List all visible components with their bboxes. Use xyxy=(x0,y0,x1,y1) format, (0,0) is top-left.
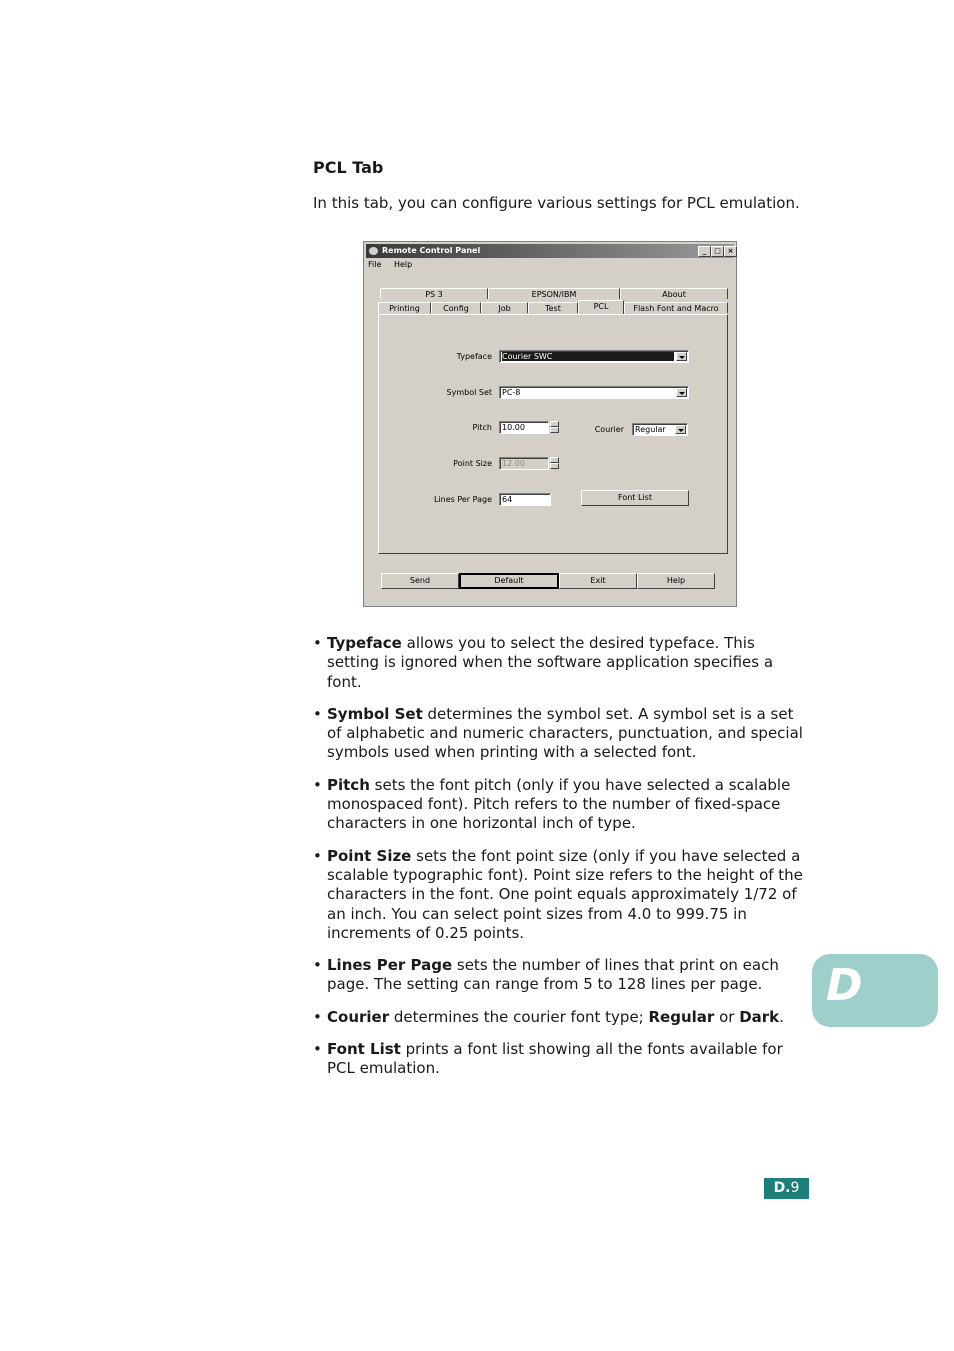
section-title: PCL Tab xyxy=(313,158,384,177)
tab-config[interactable]: Config xyxy=(431,302,481,313)
default-button[interactable]: Default xyxy=(459,573,559,589)
point-size-label: Point Size xyxy=(453,459,492,468)
list-item xyxy=(313,634,803,692)
list-item xyxy=(313,776,803,834)
term: Point Size xyxy=(327,846,412,865)
description: determines the symbol set. A symbol set is a set of alphabetic and numeric characters, punctuation, and special symbols used when printing with a selected font. xyxy=(327,704,803,762)
lines-per-page-input[interactable]: 64 xyxy=(499,493,551,506)
term: Font List xyxy=(327,1040,401,1059)
term: Symbol Set xyxy=(327,704,423,723)
description: . xyxy=(779,1007,784,1026)
pcl-panel xyxy=(378,314,728,554)
remote-control-panel-window xyxy=(363,241,737,607)
chevron-down-icon[interactable] xyxy=(675,425,686,434)
menu-help[interactable]: Help xyxy=(393,260,413,269)
tab-row-front xyxy=(378,300,728,314)
point-size-spinner[interactable] xyxy=(550,457,559,470)
description: sets the font pitch (only if you have selected a scalable monospaced font). Pitch refers to the number of fixed-space characters in one horizontal inch of type. xyxy=(327,775,791,833)
tab-about[interactable]: About xyxy=(620,288,728,299)
page-prefix: D. xyxy=(773,1180,791,1196)
menu-bar xyxy=(368,260,422,272)
description: sets the font point size (only if you have selected a scalable typographic font). Point size refers to the height of the characters in the font. One point equals approximately 1/72 of an inch. You can select point sizes from 4.0 to 999.75 in increments of 0.25 points. xyxy=(327,846,803,942)
description: allows you to select the desired typeface. This setting is ignored when the software application specifies a font. xyxy=(327,634,774,691)
description: sets the number of lines that print on each page. The setting can range from 5 to 128 lines per page. xyxy=(327,956,779,994)
point-size-input[interactable]: 12.00 xyxy=(499,457,549,470)
list-item xyxy=(313,1008,803,1027)
tab-printing[interactable]: Printing xyxy=(378,302,431,313)
tab-epson-ibm[interactable]: EPSON/IBM xyxy=(488,288,620,299)
chevron-down-icon[interactable] xyxy=(676,352,687,361)
list-item xyxy=(313,847,803,943)
help-button[interactable]: Help xyxy=(637,573,715,589)
courier-select[interactable] xyxy=(632,423,688,436)
tab-pcl[interactable]: PCL xyxy=(578,300,624,314)
tab-job[interactable]: Job xyxy=(481,302,528,313)
exit-button[interactable]: Exit xyxy=(559,573,637,589)
tab-flash-font-macro[interactable]: Flash Font and Macro xyxy=(624,302,728,313)
intro-paragraph: In this tab, you can configure various settings for PCL emulation. xyxy=(313,194,800,212)
tab-ps3[interactable]: PS 3 xyxy=(380,288,488,299)
chapter-letter: D xyxy=(826,960,863,1011)
list-item xyxy=(313,956,803,995)
menu-file[interactable]: File xyxy=(368,260,382,269)
term: Courier xyxy=(327,1007,390,1026)
app-icon xyxy=(369,247,378,255)
typeface-value: Courier SWC xyxy=(502,352,674,361)
term: Dark xyxy=(739,1007,780,1026)
tab-row-back xyxy=(380,288,728,300)
page-number xyxy=(764,1178,809,1199)
send-button[interactable]: Send xyxy=(381,573,459,589)
title-bar xyxy=(366,244,734,258)
window-title: Remote Control Panel xyxy=(382,246,481,255)
term: Lines Per Page xyxy=(327,956,453,975)
description: or xyxy=(714,1007,740,1026)
bullet-list xyxy=(313,634,803,1092)
typeface-select[interactable] xyxy=(499,350,689,363)
chapter-tab xyxy=(812,954,938,1027)
page-number-value: 9 xyxy=(790,1180,800,1196)
lines-per-page-label: Lines Per Page xyxy=(433,495,492,504)
symbol-set-value: PC-8 xyxy=(502,388,521,397)
description: prints a font list showing all the fonts available for PCL emulation. xyxy=(327,1040,783,1078)
font-list-button[interactable]: Font List xyxy=(581,490,689,506)
list-item xyxy=(313,705,803,763)
chevron-down-icon[interactable] xyxy=(676,388,687,397)
term: Typeface xyxy=(327,634,402,652)
pitch-input[interactable]: 10.00 xyxy=(499,421,549,434)
symbol-set-label: Symbol Set xyxy=(446,388,492,397)
list-item xyxy=(313,1040,803,1079)
maximize-icon[interactable]: □ xyxy=(711,246,724,257)
courier-label: Courier xyxy=(594,425,624,434)
term: Pitch xyxy=(327,775,370,794)
typeface-label: Typeface xyxy=(456,352,492,361)
symbol-set-select[interactable] xyxy=(499,386,689,399)
close-icon[interactable]: × xyxy=(724,246,737,257)
courier-value: Regular xyxy=(635,425,666,434)
term: Regular xyxy=(648,1007,715,1026)
pitch-label: Pitch xyxy=(472,423,492,432)
description: determines the courier font type; xyxy=(389,1007,649,1026)
minimize-icon[interactable]: _ xyxy=(698,246,711,257)
tab-test[interactable]: Test xyxy=(528,302,578,313)
